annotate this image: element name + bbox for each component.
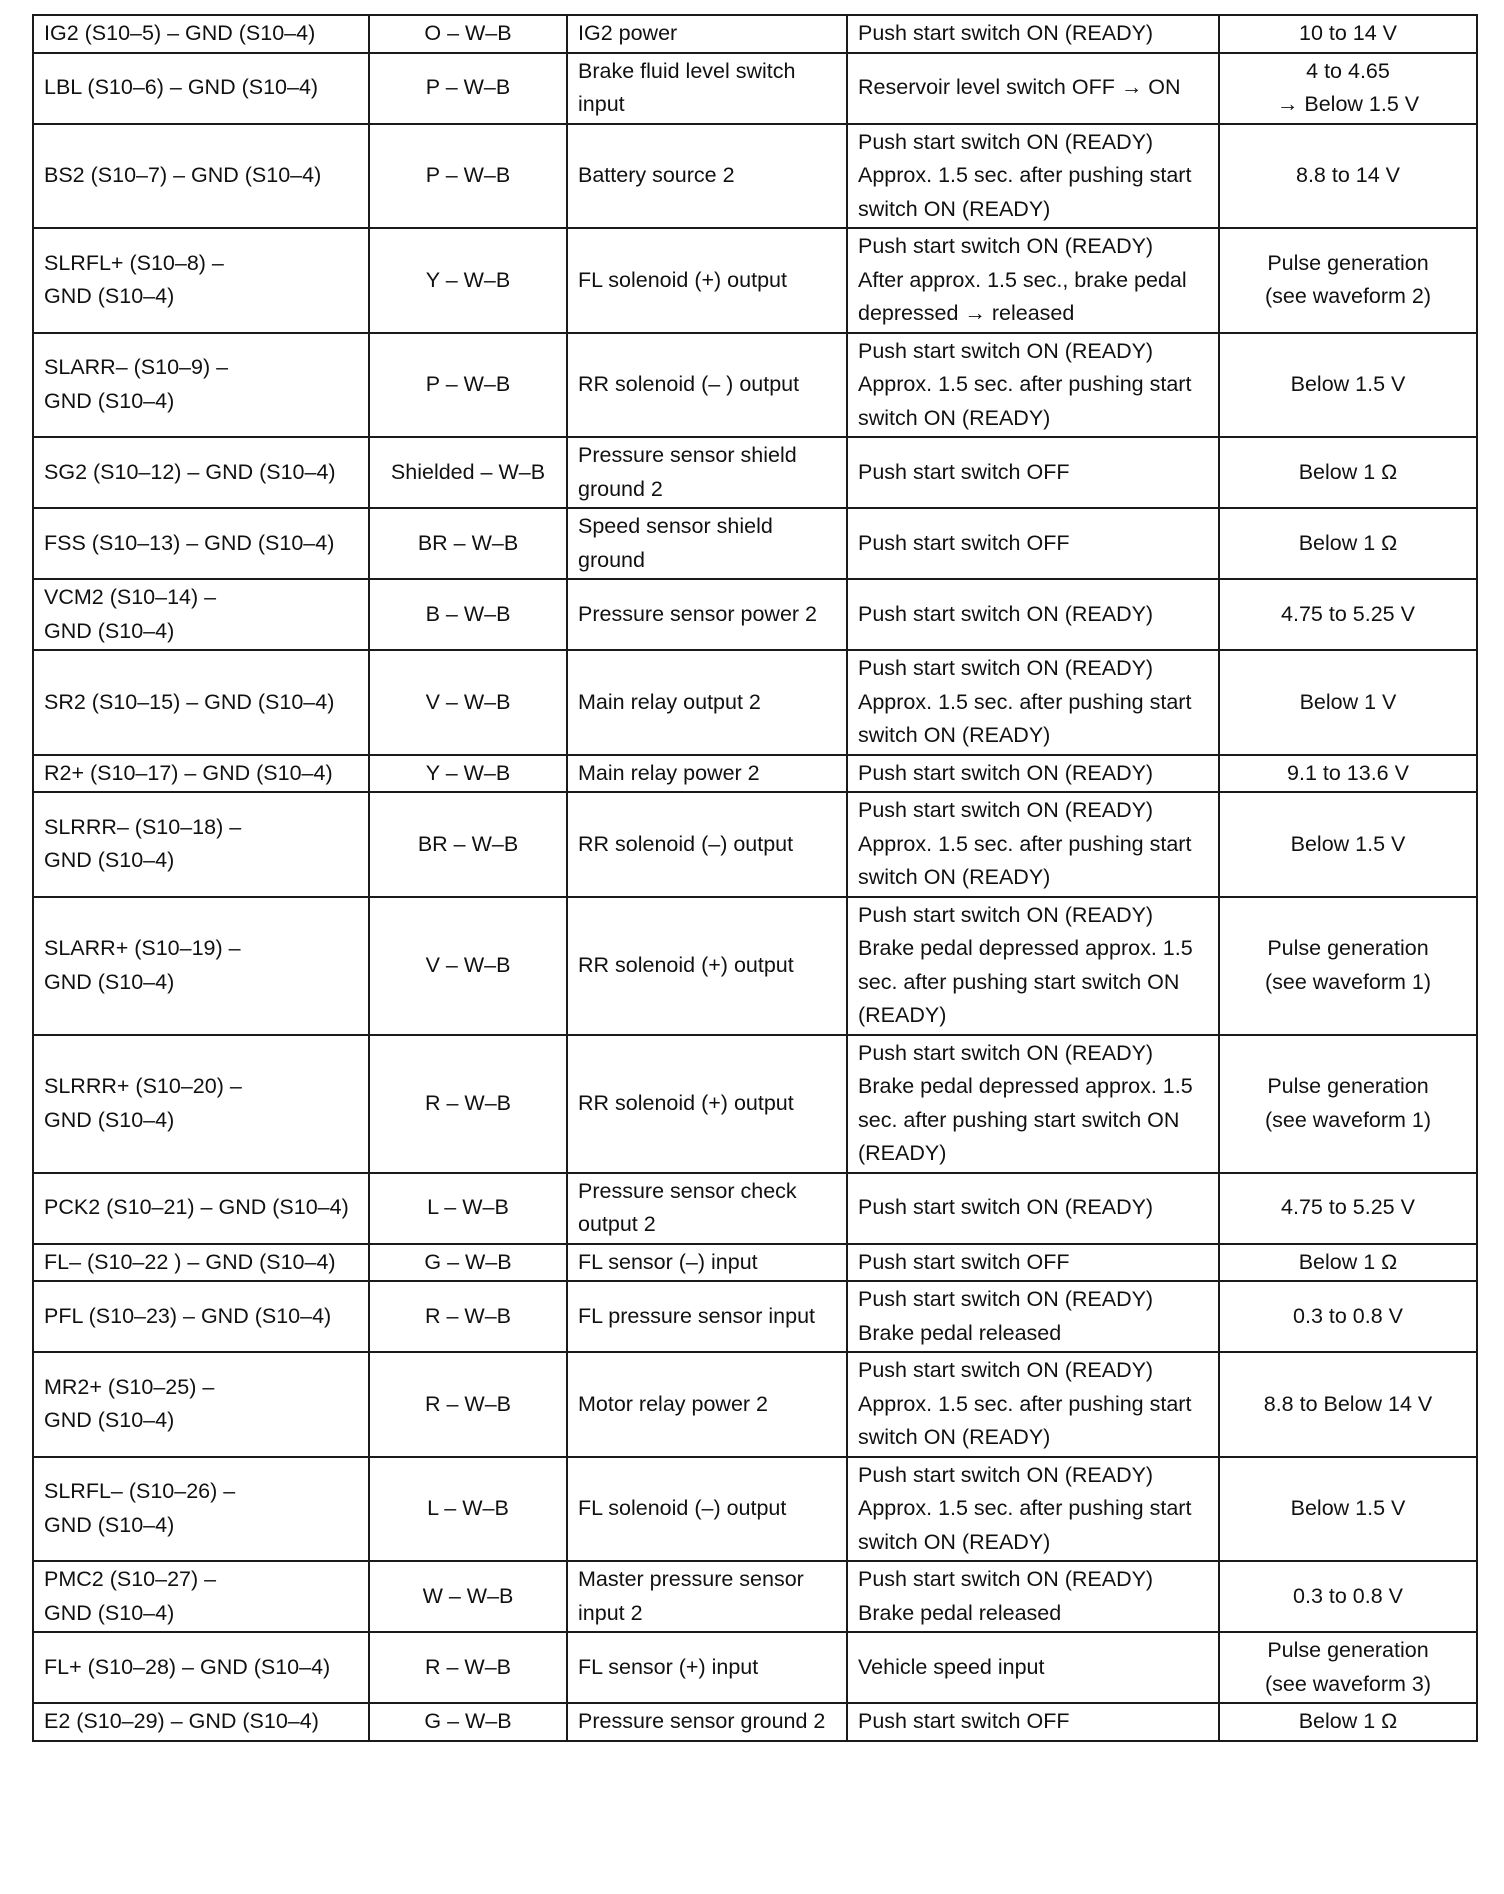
condition-line: switch ON (READY)	[858, 723, 1051, 747]
specified-condition-cell	[1219, 124, 1477, 229]
condition-cell	[847, 508, 1219, 579]
table-row	[33, 897, 1477, 1035]
condition-line: Brake pedal released	[858, 1600, 1062, 1625]
specified-condition-line: 8.8 to 14 V	[1296, 163, 1400, 187]
table-row	[33, 1703, 1477, 1741]
table-row	[33, 755, 1477, 793]
terminal-cell	[33, 1457, 369, 1562]
specified-condition-cell	[1219, 755, 1477, 793]
specified-condition-line: Below 1.5 V	[1290, 372, 1406, 396]
specified-condition-cell	[1219, 333, 1477, 438]
terminal-line: SLARR+ (S10–19) –	[44, 936, 241, 960]
condition-line: sec. after pushing start switch ON	[858, 969, 1180, 994]
terminal-description-cell	[567, 333, 847, 438]
terminal-description-line: Main relay output 2	[578, 689, 761, 714]
specified-condition-cell	[1219, 1352, 1477, 1457]
specified-condition-line: Pulse generation	[1267, 936, 1429, 960]
specified-condition-line: Pulse generation	[1267, 1638, 1429, 1662]
wiring-color-cell: R – W–B	[369, 1352, 567, 1457]
terminal-description-cell	[567, 1561, 847, 1632]
terminal-description-cell	[567, 579, 847, 650]
condition-cell	[847, 53, 1219, 124]
condition-line: Push start switch ON (READY)	[858, 1040, 1154, 1065]
condition-line: (READY)	[858, 1003, 947, 1027]
condition-cell	[847, 333, 1219, 438]
terminal-cell	[33, 1561, 369, 1632]
terminal-cell	[33, 1173, 369, 1244]
terminal-description-line: input 2	[578, 1600, 643, 1625]
terminal-cell	[33, 897, 369, 1035]
specified-condition-line: 10 to 14 V	[1298, 21, 1398, 45]
condition-line: Push start switch ON (READY)	[858, 1287, 1154, 1311]
terminal-line: SLRRR– (S10–18) –	[44, 814, 242, 839]
wiring-color-cell: O – W–B	[369, 15, 567, 53]
terminal-cell	[33, 333, 369, 438]
condition-line: Push start switch OFF	[858, 1249, 1070, 1274]
terminal-line: FL+ (S10–28) – GND (S10–4)	[44, 1654, 331, 1679]
terminal-cell	[33, 124, 369, 229]
terminal-line: GND (S10–4)	[44, 1408, 175, 1433]
table-row	[33, 650, 1477, 755]
terminal-cell	[33, 1703, 369, 1741]
terminal-line: GND (S10–4)	[44, 284, 175, 309]
wiring-color-cell: Y – W–B	[369, 228, 567, 333]
terminal-cell	[33, 792, 369, 897]
table-row	[33, 508, 1477, 579]
terminal-description-line: ground	[578, 547, 645, 572]
specified-condition-cell	[1219, 1457, 1477, 1562]
condition-cell	[847, 1173, 1219, 1244]
terminal-description-cell	[567, 1173, 847, 1244]
terminal-description-cell	[567, 1703, 847, 1741]
condition-line: Brake pedal depressed approx. 1.5	[858, 1074, 1193, 1098]
terminal-cell	[33, 650, 369, 755]
specified-condition-line: (see waveform 3)	[1264, 1671, 1432, 1696]
terminal-line: VCM2 (S10–14) –	[44, 585, 217, 609]
wiring-color-cell: R – W–B	[369, 1632, 567, 1703]
condition-line: Push start switch ON (READY)	[858, 1358, 1154, 1382]
condition-line: Approx. 1.5 sec. after pushing start	[858, 372, 1192, 396]
table-row	[33, 124, 1477, 229]
table-row	[33, 1244, 1477, 1282]
terminal-description-cell	[567, 650, 847, 755]
terminal-line: GND (S10–4)	[44, 1512, 175, 1537]
condition-line: Push start switch ON (READY)	[858, 798, 1154, 822]
specified-condition-cell	[1219, 1632, 1477, 1703]
terminal-line: SLARR– (S10–9) –	[44, 355, 229, 380]
terminal-description-cell	[567, 792, 847, 897]
condition-line: switch ON (READY)	[858, 405, 1051, 430]
terminal-description-line: Speed sensor shield	[578, 514, 773, 538]
condition-line: depressed → released	[858, 301, 1075, 325]
condition-cell	[847, 15, 1219, 53]
wiring-color-cell: R – W–B	[369, 1281, 567, 1352]
specified-condition-line: Below 1.5 V	[1290, 1496, 1406, 1520]
specified-condition-cell	[1219, 228, 1477, 333]
condition-cell	[847, 650, 1219, 755]
terminal-line: PFL (S10–23) – GND (S10–4)	[44, 1303, 332, 1328]
table-row	[33, 15, 1477, 53]
condition-line: sec. after pushing start switch ON	[858, 1107, 1180, 1132]
table-row	[33, 228, 1477, 333]
terminal-description-line: Master pressure sensor	[578, 1567, 804, 1591]
terminal-description-cell	[567, 1035, 847, 1173]
terminal-description-cell	[567, 1244, 847, 1282]
table-row	[33, 1352, 1477, 1457]
specified-condition-line: → Below 1.5 V	[1276, 92, 1420, 116]
specified-condition-cell	[1219, 897, 1477, 1035]
table-row	[33, 437, 1477, 508]
terminal-cell	[33, 437, 369, 508]
terminal-description-cell	[567, 1352, 847, 1457]
terminal-cell	[33, 1632, 369, 1703]
condition-line: Push start switch OFF	[858, 459, 1070, 484]
terminal-description-cell	[567, 755, 847, 793]
specified-condition-line: (see waveform 1)	[1264, 1107, 1432, 1132]
condition-cell	[847, 228, 1219, 333]
specified-condition-line: 9.1 to 13.6 V	[1287, 760, 1409, 785]
specified-condition-line: Below 1 Ω	[1298, 1249, 1398, 1274]
specified-condition-line: 4.75 to 5.25 V	[1281, 601, 1415, 626]
table-row	[33, 792, 1477, 897]
condition-line: Approx. 1.5 sec. after pushing start	[858, 1496, 1192, 1520]
condition-line: Push start switch OFF	[858, 1709, 1070, 1733]
table-row	[33, 579, 1477, 650]
condition-line: Push start switch OFF	[858, 530, 1070, 555]
condition-line: (READY)	[858, 1141, 947, 1165]
terminal-line: FSS (S10–13) – GND (S10–4)	[44, 530, 335, 555]
condition-cell	[847, 1632, 1219, 1703]
condition-line: switch ON (READY)	[858, 196, 1051, 221]
terminal-description-cell	[567, 1457, 847, 1562]
table-row	[33, 1561, 1477, 1632]
condition-cell	[847, 755, 1219, 793]
condition-line: switch ON (READY)	[858, 865, 1051, 889]
table-row	[33, 1281, 1477, 1352]
terminal-description-line: FL sensor (–) input	[578, 1249, 758, 1274]
terminal-description-line: ground 2	[578, 476, 663, 501]
terminal-description-cell	[567, 897, 847, 1035]
specified-condition-cell	[1219, 1035, 1477, 1173]
terminal-line: SG2 (S10–12) – GND (S10–4)	[44, 459, 336, 484]
terminal-line: PMC2 (S10–27) –	[44, 1567, 217, 1591]
specified-condition-line: 0.3 to 0.8 V	[1293, 1583, 1403, 1608]
terminal-description-line: Pressure sensor shield	[578, 443, 797, 467]
wiring-color-cell: Shielded – W–B	[369, 437, 567, 508]
specified-condition-line: Below 1.5 V	[1290, 831, 1406, 856]
condition-cell	[847, 1561, 1219, 1632]
condition-line: Push start switch ON (READY)	[858, 760, 1154, 785]
condition-line: Push start switch ON (READY)	[858, 234, 1154, 258]
condition-line: Brake pedal released	[858, 1320, 1062, 1345]
terminal-description-line: input	[578, 92, 625, 116]
condition-line: switch ON (READY)	[858, 1529, 1051, 1554]
terminal-description-cell	[567, 1632, 847, 1703]
terminal-cell	[33, 228, 369, 333]
terminal-line: GND (S10–4)	[44, 1600, 175, 1625]
terminal-line: BS2 (S10–7) – GND (S10–4)	[44, 163, 322, 187]
condition-line: Approx. 1.5 sec. after pushing start	[858, 831, 1192, 856]
terminal-cell	[33, 53, 369, 124]
condition-cell	[847, 1703, 1219, 1741]
condition-cell	[847, 1244, 1219, 1282]
terminal-cell	[33, 508, 369, 579]
condition-line: After approx. 1.5 sec., brake pedal	[858, 267, 1187, 292]
wiring-color-cell: L – W–B	[369, 1457, 567, 1562]
terminal-description-cell	[567, 15, 847, 53]
condition-line: Push start switch ON (READY)	[858, 1567, 1154, 1591]
specified-condition-cell	[1219, 579, 1477, 650]
condition-cell	[847, 1035, 1219, 1173]
specified-condition-cell	[1219, 650, 1477, 755]
terminal-description-line: Pressure sensor ground 2	[578, 1709, 826, 1733]
condition-cell	[847, 1352, 1219, 1457]
terminal-description-cell	[567, 508, 847, 579]
terminal-description-cell	[567, 1281, 847, 1352]
specified-condition-cell	[1219, 1244, 1477, 1282]
wiring-color-cell: W – W–B	[369, 1561, 567, 1632]
wiring-color-cell: P – W–B	[369, 124, 567, 229]
terminal-line: SLRFL+ (S10–8) –	[44, 250, 224, 275]
terminal-line: GND (S10–4)	[44, 848, 175, 873]
wiring-color-cell: Y – W–B	[369, 755, 567, 793]
condition-line: switch ON (READY)	[858, 1425, 1051, 1449]
condition-line: Push start switch ON (READY)	[858, 601, 1154, 626]
terminal-line: FL– (S10–22 ) – GND (S10–4)	[44, 1249, 336, 1274]
terminal-cell	[33, 1352, 369, 1457]
terminal-line: PCK2 (S10–21) – GND (S10–4)	[44, 1195, 349, 1220]
condition-line: Push start switch ON (READY)	[858, 1462, 1154, 1487]
wiring-color-cell: V – W–B	[369, 650, 567, 755]
table-row	[33, 1457, 1477, 1562]
terminal-description-cell	[567, 124, 847, 229]
terminal-line: GND (S10–4)	[44, 618, 175, 643]
specified-condition-line: (see waveform 1)	[1264, 969, 1432, 994]
specified-condition-cell	[1219, 508, 1477, 579]
condition-line: Push start switch ON (READY)	[858, 21, 1154, 45]
terminal-description-line: RR solenoid (– ) output	[578, 372, 800, 396]
table-row	[33, 1173, 1477, 1244]
condition-cell	[847, 124, 1219, 229]
terminal-line: R2+ (S10–17) – GND (S10–4)	[44, 760, 333, 785]
condition-line: Push start switch ON (READY)	[858, 656, 1154, 680]
wiring-color-cell: BR – W–B	[369, 792, 567, 897]
terminal-cell	[33, 1035, 369, 1173]
wiring-color-cell: G – W–B	[369, 1703, 567, 1741]
terminal-description-line: FL sensor (+) input	[578, 1654, 759, 1679]
terminal-line: GND (S10–4)	[44, 388, 175, 413]
terminal-description-cell	[567, 53, 847, 124]
terminal-line: IG2 (S10–5) – GND (S10–4)	[44, 21, 316, 45]
condition-cell	[847, 437, 1219, 508]
terminal-cell	[33, 1281, 369, 1352]
condition-cell	[847, 1281, 1219, 1352]
terminal-cell	[33, 1244, 369, 1282]
condition-line: Brake pedal depressed approx. 1.5	[858, 936, 1193, 960]
terminal-description-line: FL solenoid (+) output	[578, 267, 787, 292]
condition-line: Approx. 1.5 sec. after pushing start	[858, 689, 1192, 714]
wiring-color-cell: BR – W–B	[369, 508, 567, 579]
specified-condition-cell	[1219, 1561, 1477, 1632]
wiring-color-cell: P – W–B	[369, 53, 567, 124]
condition-line: Approx. 1.5 sec. after pushing start	[858, 163, 1192, 187]
table-row	[33, 1632, 1477, 1703]
terminal-line: SLRRR+ (S10–20) –	[44, 1074, 242, 1098]
condition-cell	[847, 1457, 1219, 1562]
specified-condition-line: 4.75 to 5.25 V	[1281, 1195, 1415, 1220]
wiring-color-cell: P – W–B	[369, 333, 567, 438]
terminal-line: GND (S10–4)	[44, 1107, 175, 1132]
terminal-description-line: Brake fluid level switch	[578, 58, 796, 83]
terminal-spec-body	[33, 15, 1477, 1741]
specified-condition-cell	[1219, 1703, 1477, 1741]
terminal-line: SLRFL– (S10–26) –	[44, 1479, 236, 1504]
terminal-description-cell	[567, 228, 847, 333]
condition-line: Approx. 1.5 sec. after pushing start	[858, 1391, 1192, 1416]
specified-condition-cell	[1219, 15, 1477, 53]
specified-condition-cell	[1219, 53, 1477, 124]
terminal-line: LBL (S10–6) – GND (S10–4)	[44, 75, 319, 100]
condition-line: Push start switch ON (READY)	[858, 1195, 1154, 1220]
specified-condition-line: Below 1 V	[1299, 689, 1397, 714]
condition-line: Push start switch ON (READY)	[858, 338, 1154, 363]
terminal-cell	[33, 15, 369, 53]
terminal-cell	[33, 579, 369, 650]
terminal-description-line: Main relay power 2	[578, 760, 760, 785]
terminal-spec-table	[32, 14, 1478, 1742]
condition-cell	[847, 579, 1219, 650]
specified-condition-line: 0.3 to 0.8 V	[1293, 1303, 1403, 1328]
specified-condition-line: Below 1 Ω	[1298, 1709, 1398, 1733]
specified-condition-cell	[1219, 437, 1477, 508]
specified-condition-line: Below 1 Ω	[1298, 459, 1398, 484]
terminal-description-line: RR solenoid (+) output	[578, 952, 794, 977]
specified-condition-line: Pulse generation	[1267, 1074, 1429, 1098]
terminal-description-line: Battery source 2	[578, 163, 735, 187]
terminal-description-line: RR solenoid (+) output	[578, 1090, 794, 1115]
wiring-color-cell: V – W–B	[369, 897, 567, 1035]
terminal-description-line: Motor relay power 2	[578, 1391, 768, 1416]
wiring-color-cell: G – W–B	[369, 1244, 567, 1282]
specified-condition-line: Pulse generation	[1267, 250, 1429, 275]
terminal-line: MR2+ (S10–25) –	[44, 1374, 215, 1399]
terminal-description-line: output 2	[578, 1212, 656, 1236]
terminal-description-line: IG2 power	[578, 21, 678, 45]
terminal-line: GND (S10–4)	[44, 969, 175, 994]
condition-cell	[847, 897, 1219, 1035]
condition-line: Vehicle speed input	[858, 1654, 1045, 1679]
specified-condition-cell	[1219, 1281, 1477, 1352]
terminal-description-cell	[567, 437, 847, 508]
specified-condition-line: (see waveform 2)	[1264, 284, 1432, 309]
wiring-color-cell: B – W–B	[369, 579, 567, 650]
table-row	[33, 333, 1477, 438]
terminal-cell	[33, 755, 369, 793]
specified-condition-cell	[1219, 792, 1477, 897]
terminal-description-line: Pressure sensor power 2	[578, 601, 817, 626]
condition-cell	[847, 792, 1219, 897]
terminal-line: E2 (S10–29) – GND (S10–4)	[44, 1709, 319, 1733]
condition-line: Reservoir level switch OFF → ON	[858, 75, 1181, 100]
terminal-line: SR2 (S10–15) – GND (S10–4)	[44, 689, 335, 714]
wiring-color-cell: R – W–B	[369, 1035, 567, 1173]
terminal-description-line: FL pressure sensor input	[578, 1303, 816, 1328]
terminal-description-line: FL solenoid (–) output	[578, 1496, 787, 1520]
table-row	[33, 1035, 1477, 1173]
specified-condition-line: 8.8 to Below 14 V	[1263, 1391, 1433, 1416]
terminal-description-line: Pressure sensor check	[578, 1178, 797, 1203]
specified-condition-line: 4 to 4.65	[1306, 58, 1390, 83]
wiring-color-cell: L – W–B	[369, 1173, 567, 1244]
specified-condition-cell	[1219, 1173, 1477, 1244]
condition-line: Push start switch ON (READY)	[858, 129, 1154, 154]
terminal-description-line: RR solenoid (–) output	[578, 831, 794, 856]
specified-condition-line: Below 1 Ω	[1298, 530, 1398, 555]
condition-line: Push start switch ON (READY)	[858, 902, 1154, 927]
table-row	[33, 53, 1477, 124]
